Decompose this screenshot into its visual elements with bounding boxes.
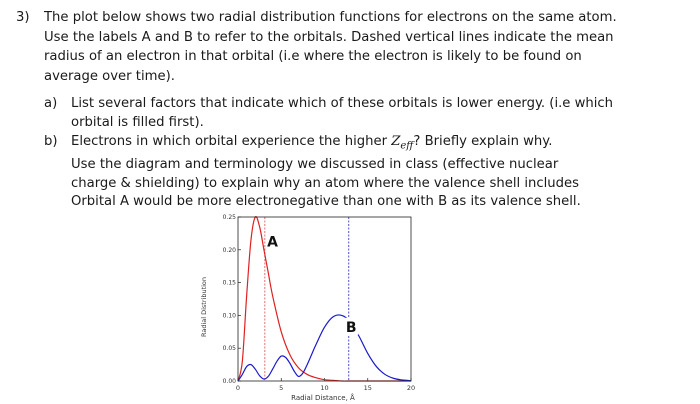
y-axis-label: Radial Distribution (200, 276, 208, 338)
y-tick-label: 0.00 (222, 378, 236, 385)
series-curves (238, 217, 411, 381)
part-a-label: a) (44, 96, 58, 111)
orbital-labels (266, 233, 359, 336)
part-a-text (71, 95, 671, 132)
part-b-line-2: Use the diagram and terminology we discussed in class (effective nuclear (71, 157, 559, 173)
orbital-label: B (345, 319, 357, 336)
part-b-line-3: charge & shielding) to explain why an atom where the valence shell includes (71, 175, 579, 191)
part-a-line: orbital is filled first). (71, 114, 204, 130)
part-b-line-1 (71, 133, 671, 156)
series-line (238, 217, 411, 381)
plot-frame (238, 217, 411, 381)
part-a-line: List several factors that indicate which of these orbitals is lower energy. (i.e which (71, 96, 614, 111)
question-line: average over time). (44, 68, 175, 84)
y-tick-label: 0.25 (222, 214, 236, 221)
part-b-text (71, 133, 671, 212)
x-axis-label: Radial Distance, Å (291, 394, 355, 402)
y-tick-label: 0.05 (222, 345, 236, 353)
y-tick-label: 0.10 (222, 312, 236, 320)
x-tick-label: 20 (406, 384, 416, 392)
radial-distribution-chart (198, 207, 438, 404)
z-eff-sub: eff (400, 140, 414, 152)
question-line: The plot below shows two radial distribution functions for electrons on the same atom. (44, 10, 617, 25)
question-line: radius of an electron in that orbital (i.e where the electron is likely to be found on (44, 49, 582, 64)
part-b-label: b) (44, 134, 58, 149)
z-eff-z: Z (391, 134, 401, 149)
part-b-line-4: Orbital A would be more electronegative than one with B as its valence shell. (71, 194, 581, 210)
x-tick-label: 0 (235, 384, 241, 392)
question-line: Use the labels A and B to refer to the orbitals. Dashed vertical lines indicate the mean (44, 29, 614, 45)
y-tick-label: 0.15 (222, 279, 236, 287)
part-b-line-1-suffix: ? Briefly explain why. (413, 134, 553, 149)
series-line (238, 315, 411, 381)
question-text (44, 8, 684, 86)
question-number: 3) (16, 10, 30, 25)
orbital-label: A (267, 234, 278, 251)
x-tick-label: 5 (279, 384, 284, 392)
x-tick-label: 15 (363, 384, 372, 392)
x-tick-label: 10 (320, 384, 329, 392)
part-b-line-1-prefix: Electrons in which orbital experience the higher (71, 134, 392, 149)
z-eff-symbol (391, 134, 414, 152)
y-tick-label: 0.20 (222, 246, 236, 254)
